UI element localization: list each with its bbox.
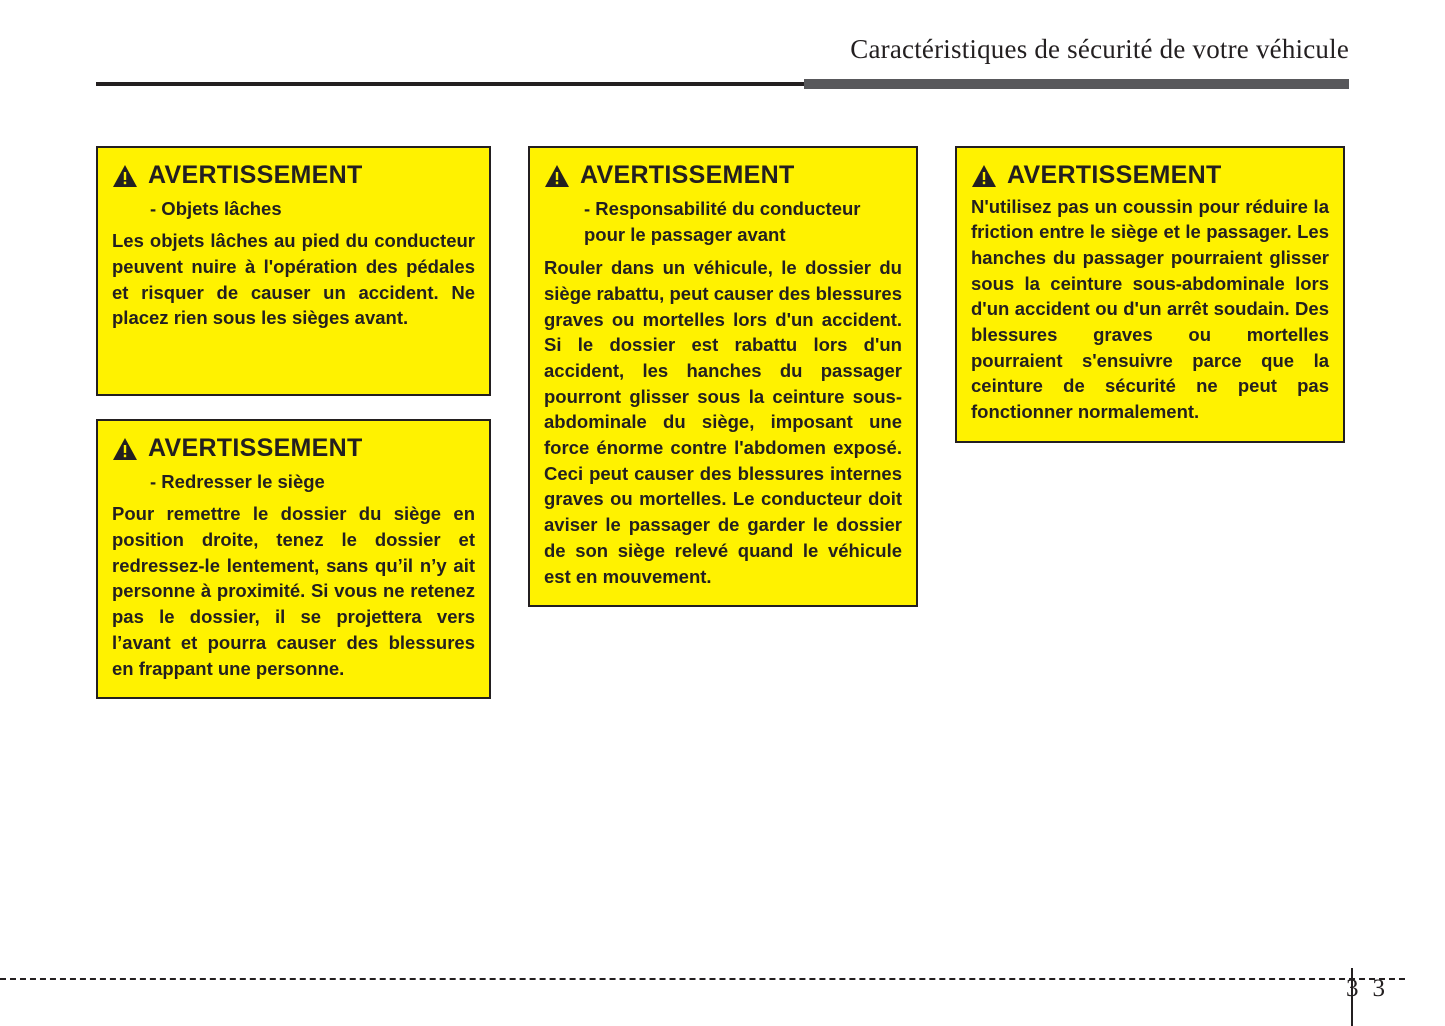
warning-triangle-icon (112, 437, 138, 461)
warning-header (112, 162, 475, 190)
page-number (1346, 975, 1385, 1003)
warning-title: AVERTISSEMENT (580, 161, 795, 189)
warning-body: Les objets lâches au pied du conducteur peuvent nuire à l'opération des pédales et risquer de causer un accident. Ne placez rien sous les sièges avant. (112, 230, 475, 329)
warning-box-redresser-le-siege (96, 419, 491, 699)
header-divider-accent (804, 79, 1349, 89)
page-title: Caractéristiques de sécurité de votre véhicule (850, 34, 1349, 64)
warning-box-objets-laches (96, 146, 491, 396)
warning-box-coussin (955, 146, 1345, 443)
column-right (955, 146, 1345, 443)
warning-subtitle: - Objets lâches (150, 197, 282, 219)
warning-subtitle: - Redresser le siège (150, 470, 325, 492)
warning-body: Pour remettre le dossier du siège en position droite, tenez le dossier et redressez-le lentement, sans qu’il n’y ait personne à proximité. Si vous ne retenez pas le dossier, il se projettera vers l’avant et pourra causer des blessures en frappant une personne. (112, 503, 475, 679)
header-divider (96, 82, 1349, 86)
warning-header (112, 435, 475, 463)
warning-body: Rouler dans un véhicule, le dossier du siège rabattu, peut causer des blessures graves ou mortelles lors d'un accident. Si le dossier est rabattu lors d'un accident, les hanches du passager pourront glisser sous la ceinture sous-abdominale du siège, imposant une force énorme contre l'abdomen exposé. Ceci peut causer des blessures internes graves ou mortelles. Le conducteur doit aviser le passager de garder le dossier de son siège relevé quand le véhicule est en mouvement. (544, 257, 902, 587)
warning-header (971, 162, 1329, 190)
warning-header (544, 162, 902, 190)
page-number-value: 3 (1372, 975, 1385, 1002)
footer-divider (0, 978, 1405, 980)
warning-triangle-icon (112, 164, 138, 188)
column-left (96, 146, 491, 699)
column-center (528, 146, 918, 607)
warning-triangle-icon (971, 164, 997, 188)
warning-box-responsabilite-du-conducteur (528, 146, 918, 607)
chapter-number: 3 (1346, 975, 1359, 1002)
warning-triangle-icon (544, 164, 570, 188)
page-header (0, 34, 1445, 94)
warning-body: N'utilisez pas un coussin pour réduire la friction entre le siège et le passager. Les hanches du passager pourraient glisser sous la ceinture sous-abdominale lors d'un accident ou d'un arrêt soudain. Des blessures graves ou mortelles pourraient s'ensuivre parce que la ceinture de sécurité ne peut pas fonctionner normalement. (971, 195, 1329, 423)
warning-title: AVERTISSEMENT (148, 434, 363, 462)
warning-columns (96, 146, 1349, 699)
warning-subtitle: - Responsabilité du conducteur pour le passager avant (584, 197, 861, 246)
warning-title: AVERTISSEMENT (148, 161, 363, 189)
warning-title: AVERTISSEMENT (1007, 161, 1222, 189)
